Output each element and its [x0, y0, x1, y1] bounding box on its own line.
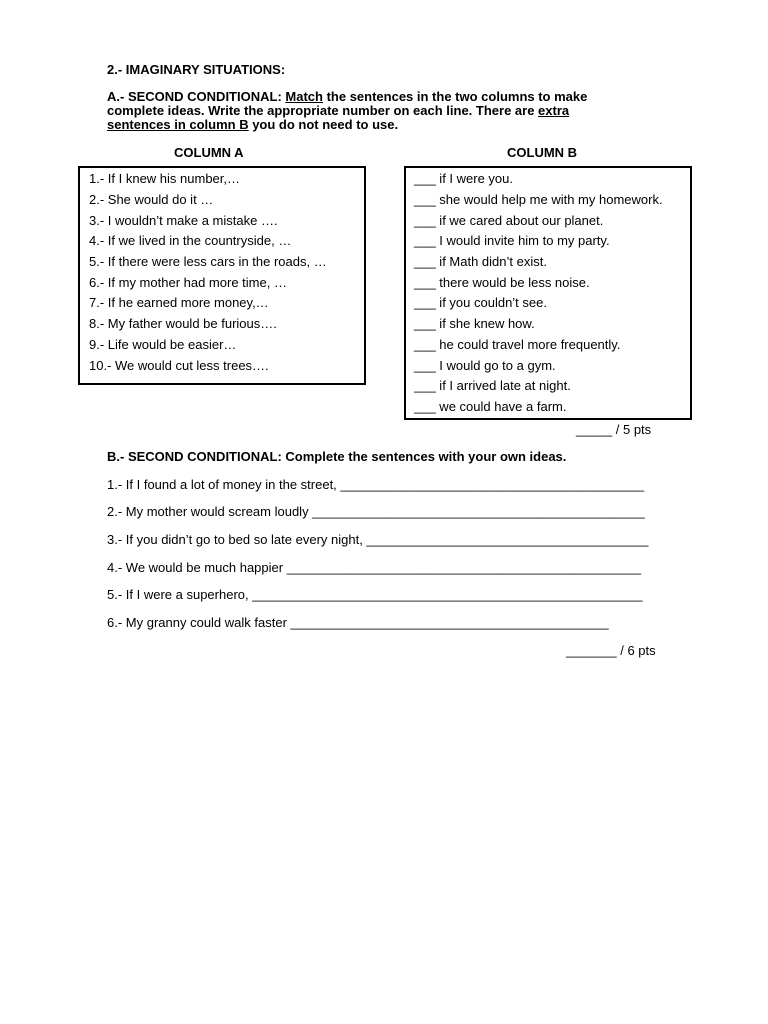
column-b-item: ___ if I were you.: [414, 171, 513, 186]
column-a-item: 2.- She would do it …: [89, 192, 214, 207]
column-a-item: 9.- Life would be easier…: [89, 337, 237, 352]
column-b-item: ___ he could travel more frequently.: [414, 337, 621, 352]
column-a-item: 1.- If I knew his number,…: [89, 171, 241, 186]
column-a-item: 10.- We would cut less trees….: [89, 358, 269, 373]
column-b-item: ___ I would invite him to my party.: [414, 233, 610, 248]
part-b-sentence[interactable]: 3.- If you didn’t go to bed so late every night, _______________________________________: [107, 532, 649, 547]
column-a-item: 7.- If he earned more money,…: [89, 295, 269, 310]
part-b-label: B.- SECOND CONDITIONAL:: [107, 449, 282, 464]
part-a-line2: complete ideas. Write the appropriate number on each line. There are: [107, 103, 539, 118]
part-b-instruction-text: Complete the sentences with your own ideas.: [281, 449, 567, 464]
column-b-item: ___ if we cared about our planet.: [414, 213, 604, 228]
column-b-header: COLUMN B: [507, 145, 578, 160]
part-a-instruction-line-3: [107, 118, 398, 132]
column-b-item: ___ we could have a farm.: [414, 399, 567, 414]
column-b-item: ___ if you couldn’t see.: [414, 295, 547, 310]
column-a-item: 6.- If my mother had more time, …: [89, 275, 287, 290]
part-a-line3-rest: you do not need to use.: [248, 117, 399, 132]
part-b-sentence[interactable]: 5.- If I were a superhero, ______________________________________________________: [107, 587, 643, 602]
column-a-header: COLUMN A: [174, 145, 244, 160]
part-b-sentence[interactable]: 4.- We would be much happier _________________________________________________: [107, 560, 641, 575]
match-word: Match: [285, 89, 323, 104]
column-b-item: ___ I would go to a gym.: [414, 358, 556, 373]
part-a-line1-rest: the sentences in the two columns to make: [322, 89, 588, 104]
column-a-item: 4.- If we lived in the countryside, …: [89, 233, 292, 248]
extra-word: extra: [538, 103, 570, 118]
part-a-score: _____ / 5 pts: [576, 422, 652, 437]
part-a-label: A.- SECOND CONDITIONAL:: [107, 89, 282, 104]
part-a-line3-underlined: sentences in column B: [107, 117, 249, 132]
part-a-instruction-line-1: [107, 90, 587, 104]
section-title: 2.- IMAGINARY SITUATIONS:: [107, 62, 286, 77]
column-b-item: ___ she would help me with my homework.: [414, 192, 663, 207]
column-b-item: ___ if Math didn’t exist.: [414, 254, 547, 269]
part-b-sentence[interactable]: 1.- If I found a lot of money in the street, __________________________________________: [107, 477, 645, 492]
column-a-item: 5.- If there were less cars in the roads, …: [89, 254, 327, 269]
column-a-item: 3.- I wouldn’t make a mistake ….: [89, 213, 278, 228]
column-b-item: ___ there would be less noise.: [414, 275, 590, 290]
part-b-sentence[interactable]: 2.- My mother would scream loudly ______________________________________________: [107, 504, 645, 519]
part-b-score: _______ / 6 pts: [566, 643, 656, 658]
part-a-instruction-line-2: [107, 104, 569, 118]
part-b-instruction: [107, 449, 566, 464]
column-b-item: ___ if I arrived late at night.: [414, 378, 571, 393]
part-b-sentence[interactable]: 6.- My granny could walk faster ____________________________________________: [107, 615, 609, 630]
column-b-item: ___ if she knew how.: [414, 316, 535, 331]
column-a-item: 8.- My father would be furious….: [89, 316, 277, 331]
